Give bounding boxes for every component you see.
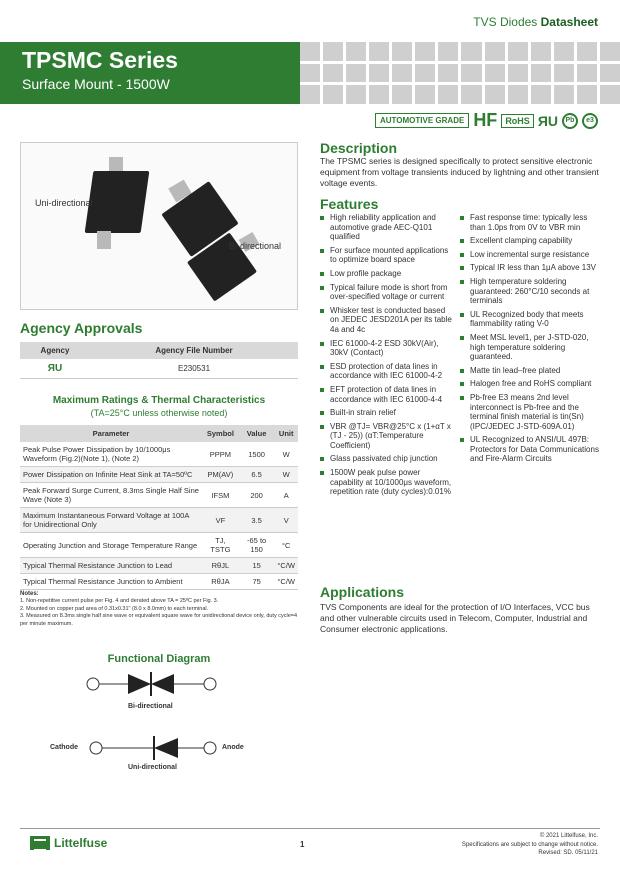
product-photo [20,142,298,310]
symbol-cell: IFSM [202,483,239,508]
parameter-cell: Maximum Instantaneous Forward Voltage at 100A for Unidirectional Only [20,508,202,533]
decor-block [461,42,481,61]
anode-label: Anode [222,744,244,751]
bi-directional-label: Bi-directional [229,241,282,251]
decor-block [554,42,574,61]
banner-decoration [300,42,620,104]
description-text: The TPSMC series is designed specifically to protect sensitive electronic equipment from voltage transients induced by lightning and other transient voltage events. [320,156,599,189]
agency-file-number: E230531 [90,359,298,379]
doc-category [473,15,598,29]
footer-legal [462,832,598,858]
feature-item: Excellent clamping capability [460,236,602,246]
bi-diode-triangle [151,674,174,694]
symbol-col-header: Symbol [202,425,239,442]
feature-item: 1500W peak pulse power capability at 10/1000μs waveform, repetition rate (duty cycles):0.01% [320,468,455,497]
table-row [20,467,298,483]
feature-item: Fast response time: typically less than 1.0ps from 0V to VBR min [460,213,602,232]
decor-block [415,85,435,104]
uni-diode-triangle [154,738,178,758]
feature-item: IEC 61000-4-2 ESD 30kV(Air), 30kV (Contact) [320,339,455,358]
decor-block [323,85,343,104]
decor-block [554,64,574,83]
ul-icon: ЯU [20,359,90,379]
feature-item: ESD protection of data lines in accordance with IEC 61000-4-2 [320,362,455,381]
feature-item: Built-in strain relief [320,408,455,418]
rohs-badge: RoHS [501,114,534,128]
bi-directional-caption: Bi-directional [128,703,173,710]
feature-item: Typical IR less than 1μA above 13V [460,263,602,273]
decor-block [577,64,597,83]
file-number-col-header: Agency File Number [90,342,298,359]
feature-item: UL Recognized body that meets flammability rating V-0 [460,310,602,329]
chip-package [85,171,150,233]
footer-divider [20,828,600,829]
parameter-cell: Typical Thermal Resistance Junction to Ambient [20,574,202,590]
unit-cell: °C [274,533,298,558]
functional-diagram [20,670,298,780]
decor-block [600,42,620,61]
decor-block [438,42,458,61]
feature-item: Typical failure mode is short from over-specified voltage or current [320,283,455,302]
symbol-cell: PM(AV) [202,467,239,483]
parameter-cell: Power Dissipation on Infinite Heat Sink at TA=50ºC [20,467,202,483]
feature-item: EFT protection of data lines in accordance with IEC 61000-4-4 [320,385,455,404]
functional-diagram-title: Functional Diagram [107,653,211,665]
decor-block [600,64,620,83]
halogen-free-badge: HF [473,110,498,130]
features-list-right [460,213,602,468]
certification-badges [375,110,598,131]
bi-terminal-right [204,678,216,690]
uni-anode-terminal [204,742,216,754]
decor-block [346,64,366,83]
decor-block [323,64,343,83]
unit-cell: °C/W [274,558,298,574]
unit-cell: W [274,467,298,483]
feature-item: Pb-free E3 means 2nd level interconnect is Pb-free and the terminal finish material is tin(Sn) (IPC/JEDEC J-STD-609A.01) [460,393,602,431]
parameter-cell: Peak Forward Surge Current, 8.3ms Single Half Sine Wave (Note 3) [20,483,202,508]
e3-icon: e3 [582,113,598,129]
table-row [20,558,298,574]
symbol-cell: PPPM [202,442,239,467]
parameter-cell: Operating Junction and Storage Temperature Range [20,533,202,558]
unit-cell: A [274,483,298,508]
decor-block [415,64,435,83]
doc-type-text: Datasheet [540,15,598,29]
note-item: 1. Non-repetitive current pulse per Fig. 4 and derated above TA = 25ºC per Fig. 3. [20,598,219,605]
page-number: 1 [300,840,305,849]
decor-block [438,64,458,83]
description-title: Description [320,140,398,156]
feature-item: Whisker test is conducted based on JEDEC JESD201A per its table 4a and 4c [320,306,455,335]
table-row [20,483,298,508]
value-cell: 3.5 [239,508,275,533]
uni-directional-label: Uni-directional [35,198,93,208]
uni-cathode-terminal [90,742,102,754]
parameter-cell: Peak Pulse Power Dissipation by 10/1000μs Waveform (Fig.2)(Note 1), (Note 2) [20,442,202,467]
decor-block [461,64,481,83]
table-row [20,359,298,379]
decor-block [346,85,366,104]
decor-block [300,64,320,83]
value-cell: 1500 [239,442,275,467]
decor-block [438,85,458,104]
notes [20,590,298,628]
feature-item: Matte tin lead–free plated [460,366,602,376]
feature-item: Low profile package [320,269,455,279]
features-list-left [320,213,455,501]
decor-block [300,42,320,61]
unit-cell: W [274,442,298,467]
max-ratings-title: Maximum Ratings & Thermal Characteristics [52,395,266,406]
feature-item: High temperature soldering guaranteed: 260°C/10 seconds at terminals [460,277,602,306]
symbol-cell: RθJA [202,574,239,590]
decor-block [600,85,620,104]
table-row [20,508,298,533]
series-title: TPSMC Series [22,47,178,73]
chip-lead [97,231,111,249]
bi-diode-triangle [128,674,151,694]
symbol-cell: TJ, TSTG [202,533,239,558]
decor-block [577,42,597,61]
decor-block [346,42,366,61]
uni-directional-caption: Uni-directional [128,764,178,771]
decor-block [485,64,505,83]
table-row [20,574,298,590]
notice-text: Specifications are subject to change without notice. [461,841,598,848]
automotive-grade-badge: AUTOMOTIVE GRADE [375,113,469,128]
decor-block [531,64,551,83]
decor-block [508,64,528,83]
littelfuse-logo [30,836,107,850]
max-ratings-table [20,425,298,590]
parameter-cell: Typical Thermal Resistance Junction to Lead [20,558,202,574]
bi-terminal-left [87,678,99,690]
decor-block [461,85,481,104]
value-cell: -65 to 150 [239,533,275,558]
ul-icon: ЯU [537,112,558,129]
series-subtitle: Surface Mount - 1500W [22,76,170,92]
pb-free-icon: Pb [562,113,578,129]
agency-col-header: Agency [20,342,90,359]
decor-block [369,42,389,61]
notes-title: Notes: [20,591,39,597]
parameter-col-header: Parameter [20,425,202,442]
feature-item: Glass passivated chip junction [320,454,455,464]
decor-block [392,42,412,61]
brand-name: Littelfuse [54,836,108,850]
symbol-cell: VF [202,508,239,533]
copyright-text: © 2021 Littelfuse, Inc. [539,833,598,839]
value-cell: 6.5 [239,467,275,483]
symbol-cell: RθJL [202,558,239,574]
decor-block [415,42,435,61]
value-cell: 15 [239,558,275,574]
feature-item: For surface mounted applications to optimize board space [320,246,455,265]
unit-cell: V [274,508,298,533]
decor-block [392,64,412,83]
feature-item: Halogen free and RoHS compliant [460,379,602,389]
decor-block [323,42,343,61]
feature-item: High reliability application and automotive grade AEC-Q101 qualified [320,213,455,242]
feature-item: UL Recognized to ANSI/UL 497B: Protectors for Data Communications and Fire-Alarm Circuits [460,435,602,464]
applications-text: TVS Components are ideal for the protection of I/O Interfaces, VCC bus and other vulnerable circuits used in Telecom, Computer, Industrial and Consumer electronic applications. [320,602,590,635]
decor-block [531,42,551,61]
decor-block [392,85,412,104]
cathode-label: Cathode [50,744,78,751]
agency-approvals-title: Agency Approvals [20,320,143,336]
features-title: Features [320,196,379,212]
decor-block [300,85,320,104]
decor-block [369,64,389,83]
decor-block [369,85,389,104]
decor-block [577,85,597,104]
agency-table [20,342,298,379]
applications-title: Applications [320,584,405,600]
table-row [20,442,298,467]
decor-block [508,42,528,61]
decor-block [531,85,551,104]
decor-block [554,85,574,104]
unit-cell: °C/W [274,574,298,590]
feature-item: VBR @TJ= VBR@25°C x (1+αT x (TJ - 25)) (αT:Temperature Coefficient) [320,422,455,451]
note-item: 3. Measured on 8.3ms single half sine wave or equivalent square wave for unidirectional device only, duty cycle=4 per minute maximum. [20,613,298,627]
note-item: 2. Mounted on copper pad area of 0.31x0.31" (8.0 x 8.0mm) to each terminal. [20,605,209,612]
value-cell: 75 [239,574,275,590]
max-ratings-subtitle: (TA=25°C unless otherwise noted) [90,408,228,418]
revision-text: Revised: SD. 05/11/21 [538,850,598,857]
decor-block [508,85,528,104]
category-text: TVS Diodes [473,15,538,29]
feature-item: Low incremental surge resistance [460,250,602,260]
value-col-header: Value [239,425,275,442]
littelfuse-logo-icon [30,836,50,850]
feature-item: Meet MSL level1, per J-STD-020, high temperature soldering guaranteed. [460,333,602,362]
table-row [20,533,298,558]
decor-block [485,42,505,61]
value-cell: 200 [239,483,275,508]
decor-block [485,85,505,104]
unit-col-header: Unit [274,425,298,442]
